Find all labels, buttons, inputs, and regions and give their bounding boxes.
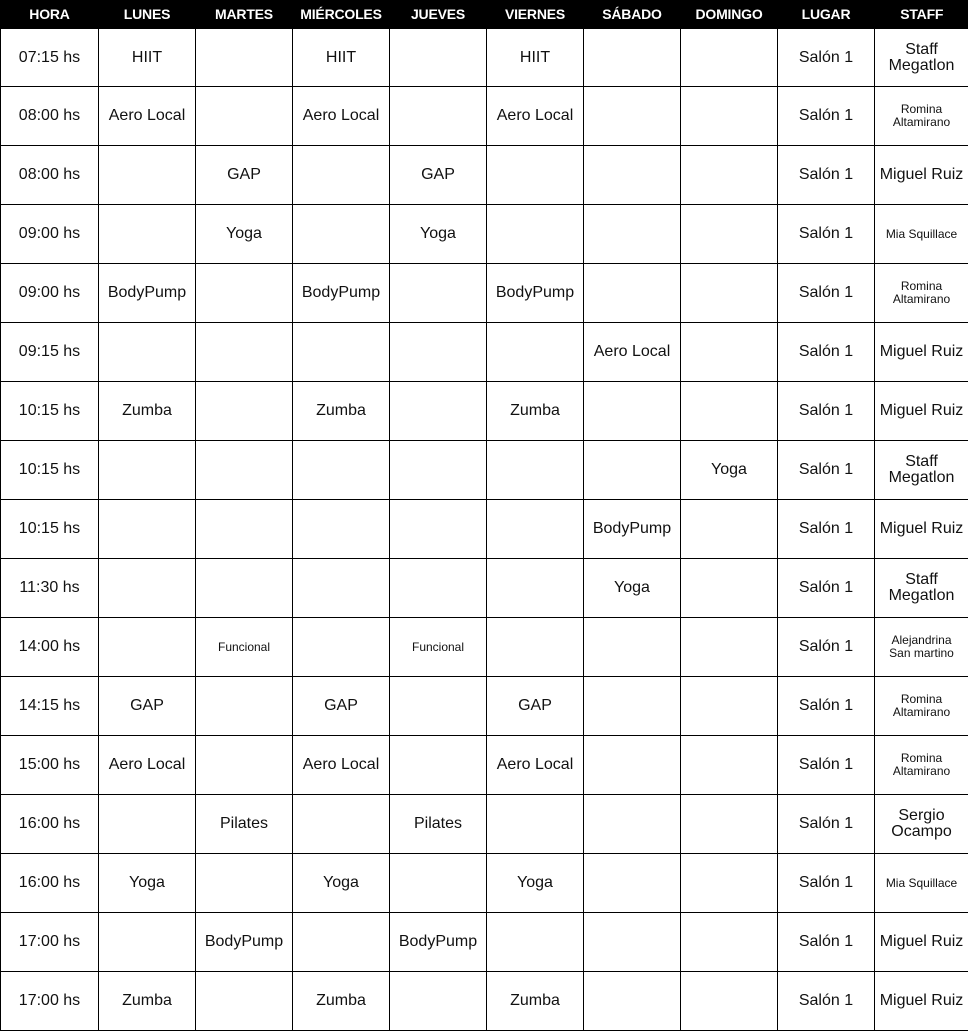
table-row bbox=[1, 323, 968, 382]
cell-hora: 17:00 hs bbox=[1, 913, 99, 972]
cell-lugar: Salón 1 bbox=[778, 146, 875, 205]
cell-lunes bbox=[99, 441, 196, 500]
table-row bbox=[1, 87, 968, 146]
cell-staff bbox=[875, 29, 968, 87]
cell-staff bbox=[875, 559, 968, 618]
cell-jueves bbox=[390, 29, 487, 87]
cell-hora: 14:15 hs bbox=[1, 677, 99, 736]
table-row bbox=[1, 972, 968, 1031]
cell-lunes bbox=[99, 618, 196, 677]
cell-viernes bbox=[487, 441, 584, 500]
cell-miercoles bbox=[293, 323, 390, 382]
cell-staff bbox=[875, 677, 968, 736]
cell-martes: Pilates bbox=[196, 795, 293, 854]
cell-hora: 16:00 hs bbox=[1, 854, 99, 913]
cell-miercoles: GAP bbox=[293, 677, 390, 736]
cell-miercoles bbox=[293, 500, 390, 559]
cell-sabado bbox=[584, 795, 681, 854]
cell-miercoles: Aero Local bbox=[293, 736, 390, 795]
cell-hora: 08:00 hs bbox=[1, 87, 99, 146]
header-hora: HORA bbox=[1, 0, 99, 29]
cell-martes bbox=[196, 559, 293, 618]
cell-staff bbox=[875, 854, 968, 913]
staff-name-line: Megatlon bbox=[888, 56, 955, 74]
cell-domingo bbox=[681, 795, 778, 854]
cell-viernes: BodyPump bbox=[487, 264, 584, 323]
cell-domingo bbox=[681, 29, 778, 87]
header-sabado: SÁBADO bbox=[584, 0, 681, 29]
cell-lugar: Salón 1 bbox=[778, 441, 875, 500]
cell-viernes bbox=[487, 500, 584, 559]
table-row bbox=[1, 441, 968, 500]
cell-martes: Funcional bbox=[196, 618, 293, 677]
cell-viernes bbox=[487, 146, 584, 205]
cell-jueves bbox=[390, 323, 487, 382]
table-row bbox=[1, 854, 968, 913]
cell-miercoles: Zumba bbox=[293, 382, 390, 441]
cell-lugar: Salón 1 bbox=[778, 323, 875, 382]
cell-lugar: Salón 1 bbox=[778, 264, 875, 323]
cell-domingo bbox=[681, 913, 778, 972]
staff-name-line: Miguel Ruiz bbox=[879, 992, 964, 1009]
cell-hora: 10:15 hs bbox=[1, 500, 99, 559]
cell-jueves: Funcional bbox=[390, 618, 487, 677]
cell-jueves bbox=[390, 500, 487, 559]
staff-name-line: Romina bbox=[900, 102, 943, 117]
cell-lunes: Zumba bbox=[99, 382, 196, 441]
cell-martes bbox=[196, 323, 293, 382]
cell-staff bbox=[875, 913, 968, 972]
cell-lugar: Salón 1 bbox=[778, 913, 875, 972]
cell-hora: 07:15 hs bbox=[1, 29, 99, 87]
cell-domingo bbox=[681, 146, 778, 205]
cell-domingo bbox=[681, 618, 778, 677]
cell-jueves: BodyPump bbox=[390, 913, 487, 972]
cell-domingo: Yoga bbox=[681, 441, 778, 500]
cell-viernes bbox=[487, 913, 584, 972]
cell-jueves bbox=[390, 854, 487, 913]
cell-martes bbox=[196, 264, 293, 323]
table-row bbox=[1, 264, 968, 323]
cell-viernes: HIIT bbox=[487, 29, 584, 87]
staff-name-line: Megatlon bbox=[888, 587, 955, 604]
cell-lunes: Aero Local bbox=[99, 87, 196, 146]
staff-name-line: Altamirano bbox=[892, 764, 951, 778]
staff-name-line: Staff bbox=[905, 571, 938, 588]
staff-name-line: Altamirano bbox=[892, 705, 951, 719]
cell-hora: 14:00 hs bbox=[1, 618, 99, 677]
cell-sabado bbox=[584, 736, 681, 795]
cell-miercoles bbox=[293, 795, 390, 854]
cell-miercoles bbox=[293, 618, 390, 677]
cell-staff bbox=[875, 618, 968, 677]
table-row bbox=[1, 559, 968, 618]
cell-viernes bbox=[487, 795, 584, 854]
cell-viernes: Aero Local bbox=[487, 87, 584, 146]
cell-jueves bbox=[390, 677, 487, 736]
cell-lugar: Salón 1 bbox=[778, 87, 875, 146]
table-row bbox=[1, 618, 968, 677]
cell-viernes bbox=[487, 618, 584, 677]
cell-lunes: Yoga bbox=[99, 854, 196, 913]
cell-staff bbox=[875, 736, 968, 795]
cell-sabado bbox=[584, 972, 681, 1031]
cell-lunes: GAP bbox=[99, 677, 196, 736]
cell-lugar: Salón 1 bbox=[778, 29, 875, 87]
table-row bbox=[1, 205, 968, 264]
cell-domingo bbox=[681, 736, 778, 795]
staff-name-line: Staff bbox=[905, 40, 938, 58]
cell-miercoles: Aero Local bbox=[293, 87, 390, 146]
cell-domingo bbox=[681, 854, 778, 913]
cell-domingo bbox=[681, 87, 778, 146]
cell-lunes bbox=[99, 146, 196, 205]
header-lunes: LUNES bbox=[99, 0, 196, 29]
cell-martes: Yoga bbox=[196, 205, 293, 264]
staff-name-line: Romina bbox=[900, 751, 943, 766]
cell-viernes bbox=[487, 559, 584, 618]
cell-domingo bbox=[681, 264, 778, 323]
cell-martes bbox=[196, 29, 293, 87]
cell-lugar: Salón 1 bbox=[778, 795, 875, 854]
cell-lunes: HIIT bbox=[99, 29, 196, 87]
cell-miercoles bbox=[293, 441, 390, 500]
header-domingo: DOMINGO bbox=[681, 0, 778, 29]
cell-domingo bbox=[681, 500, 778, 559]
staff-name-line: Miguel Ruiz bbox=[879, 933, 964, 950]
header-viernes: VIERNES bbox=[487, 0, 584, 29]
cell-miercoles bbox=[293, 559, 390, 618]
cell-sabado: Yoga bbox=[584, 559, 681, 618]
cell-viernes: Zumba bbox=[487, 382, 584, 441]
cell-miercoles bbox=[293, 146, 390, 205]
cell-staff bbox=[875, 500, 968, 559]
staff-name-line: Romina bbox=[900, 692, 943, 707]
table-row bbox=[1, 913, 968, 972]
cell-martes bbox=[196, 854, 293, 913]
cell-lunes bbox=[99, 205, 196, 264]
cell-hora: 10:15 hs bbox=[1, 441, 99, 500]
table-row bbox=[1, 736, 968, 795]
cell-sabado bbox=[584, 382, 681, 441]
cell-lugar: Salón 1 bbox=[778, 205, 875, 264]
staff-name-line: Miguel Ruiz bbox=[879, 520, 964, 537]
staff-name-line: Megatlon bbox=[888, 469, 955, 486]
cell-martes bbox=[196, 382, 293, 441]
cell-domingo bbox=[681, 677, 778, 736]
cell-staff bbox=[875, 323, 968, 382]
cell-hora: 15:00 hs bbox=[1, 736, 99, 795]
cell-sabado bbox=[584, 677, 681, 736]
header-staff: STAFF bbox=[875, 0, 968, 29]
table-row bbox=[1, 382, 968, 441]
cell-sabado bbox=[584, 854, 681, 913]
cell-miercoles bbox=[293, 913, 390, 972]
cell-lunes bbox=[99, 559, 196, 618]
table-row bbox=[1, 795, 968, 854]
cell-lugar: Salón 1 bbox=[778, 382, 875, 441]
cell-martes bbox=[196, 972, 293, 1031]
cell-jueves: Yoga bbox=[390, 205, 487, 264]
cell-miercoles: BodyPump bbox=[293, 264, 390, 323]
cell-hora: 09:00 hs bbox=[1, 264, 99, 323]
cell-jueves: GAP bbox=[390, 146, 487, 205]
cell-sabado bbox=[584, 29, 681, 87]
cell-domingo bbox=[681, 323, 778, 382]
cell-sabado bbox=[584, 913, 681, 972]
cell-martes bbox=[196, 87, 293, 146]
cell-domingo bbox=[681, 559, 778, 618]
cell-sabado bbox=[584, 618, 681, 677]
cell-lunes: Aero Local bbox=[99, 736, 196, 795]
header-miercoles: MIÉRCOLES bbox=[293, 0, 390, 29]
staff-name-line: Miguel Ruiz bbox=[879, 343, 964, 360]
cell-jueves bbox=[390, 559, 487, 618]
cell-lunes: Zumba bbox=[99, 972, 196, 1031]
cell-viernes: Aero Local bbox=[487, 736, 584, 795]
staff-name-line: Altamirano bbox=[892, 115, 951, 129]
cell-miercoles bbox=[293, 205, 390, 264]
cell-hora: 10:15 hs bbox=[1, 382, 99, 441]
cell-viernes: Yoga bbox=[487, 854, 584, 913]
cell-lugar: Salón 1 bbox=[778, 618, 875, 677]
staff-name-line: Altamirano bbox=[892, 292, 951, 306]
cell-jueves: Pilates bbox=[390, 795, 487, 854]
staff-name-line: Mia Squillace bbox=[885, 226, 958, 241]
cell-jueves bbox=[390, 441, 487, 500]
cell-jueves bbox=[390, 87, 487, 146]
cell-domingo bbox=[681, 972, 778, 1031]
cell-staff bbox=[875, 146, 968, 205]
cell-jueves bbox=[390, 382, 487, 441]
cell-miercoles: Yoga bbox=[293, 854, 390, 913]
cell-viernes: GAP bbox=[487, 677, 584, 736]
cell-sabado bbox=[584, 441, 681, 500]
table-row bbox=[1, 677, 968, 736]
cell-domingo bbox=[681, 382, 778, 441]
cell-viernes bbox=[487, 323, 584, 382]
cell-staff bbox=[875, 382, 968, 441]
cell-lugar: Salón 1 bbox=[778, 736, 875, 795]
cell-sabado bbox=[584, 146, 681, 205]
cell-jueves bbox=[390, 736, 487, 795]
staff-name-line: Miguel Ruiz bbox=[879, 402, 964, 419]
cell-martes bbox=[196, 736, 293, 795]
cell-martes: GAP bbox=[196, 146, 293, 205]
cell-sabado bbox=[584, 205, 681, 264]
cell-lunes bbox=[99, 913, 196, 972]
header-lugar: LUGAR bbox=[778, 0, 875, 29]
cell-sabado bbox=[584, 264, 681, 323]
cell-staff bbox=[875, 795, 968, 854]
cell-staff bbox=[875, 441, 968, 500]
staff-name-line: Romina bbox=[900, 279, 943, 294]
cell-sabado: BodyPump bbox=[584, 500, 681, 559]
staff-name-line: Sergio bbox=[898, 807, 945, 824]
staff-name-line: Ocampo bbox=[891, 823, 952, 840]
table-row bbox=[1, 29, 968, 87]
staff-name-line: San martino bbox=[889, 646, 954, 660]
cell-martes bbox=[196, 441, 293, 500]
cell-miercoles: Zumba bbox=[293, 972, 390, 1031]
staff-name-line: Staff bbox=[905, 453, 938, 470]
table-row bbox=[1, 146, 968, 205]
cell-lugar: Salón 1 bbox=[778, 500, 875, 559]
staff-name-line: Mia Squillace bbox=[885, 875, 958, 890]
cell-lunes: BodyPump bbox=[99, 264, 196, 323]
cell-lugar: Salón 1 bbox=[778, 854, 875, 913]
cell-lunes bbox=[99, 500, 196, 559]
table-header bbox=[1, 0, 968, 29]
cell-hora: 16:00 hs bbox=[1, 795, 99, 854]
cell-jueves bbox=[390, 264, 487, 323]
cell-staff bbox=[875, 87, 968, 146]
cell-staff bbox=[875, 264, 968, 323]
cell-martes bbox=[196, 677, 293, 736]
header-jueves: JUEVES bbox=[390, 0, 487, 29]
cell-lunes bbox=[99, 795, 196, 854]
cell-hora: 09:15 hs bbox=[1, 323, 99, 382]
staff-name-line: Miguel Ruiz bbox=[879, 166, 964, 183]
cell-lugar: Salón 1 bbox=[778, 972, 875, 1031]
cell-viernes: Zumba bbox=[487, 972, 584, 1031]
cell-sabado: Aero Local bbox=[584, 323, 681, 382]
cell-hora: 11:30 hs bbox=[1, 559, 99, 618]
header-row bbox=[1, 0, 968, 29]
cell-domingo bbox=[681, 205, 778, 264]
cell-staff bbox=[875, 205, 968, 264]
cell-lunes bbox=[99, 323, 196, 382]
cell-sabado bbox=[584, 87, 681, 146]
header-martes: MARTES bbox=[196, 0, 293, 29]
cell-hora: 17:00 hs bbox=[1, 972, 99, 1031]
table-row bbox=[1, 500, 968, 559]
cell-staff bbox=[875, 972, 968, 1031]
cell-miercoles: HIIT bbox=[293, 29, 390, 87]
cell-hora: 09:00 hs bbox=[1, 205, 99, 264]
staff-name-line: Alejandrina bbox=[891, 633, 952, 648]
cell-martes: BodyPump bbox=[196, 913, 293, 972]
cell-viernes bbox=[487, 205, 584, 264]
cell-jueves bbox=[390, 972, 487, 1031]
cell-hora: 08:00 hs bbox=[1, 146, 99, 205]
cell-martes bbox=[196, 500, 293, 559]
cell-lugar: Salón 1 bbox=[778, 677, 875, 736]
table-body bbox=[1, 29, 968, 1031]
cell-lugar: Salón 1 bbox=[778, 559, 875, 618]
